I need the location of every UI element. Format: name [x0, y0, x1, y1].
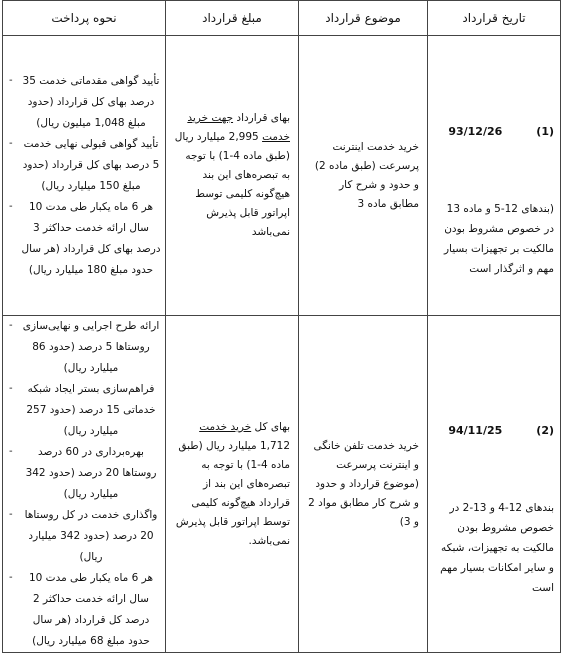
- payment-list: [7, 316, 161, 652]
- header-subject: موضوع قرارداد: [299, 1, 428, 36]
- contract-date: 94/11/25: [448, 423, 503, 437]
- header-payment: نحوه پرداخت: [3, 1, 166, 36]
- subject-cell: [299, 36, 428, 316]
- table-row: [3, 316, 561, 653]
- contract-subject: خرید خدمت اینترنت پرسرعت (طبق ماده 2) و حدود و شرح کار مطابق ماده 3: [314, 140, 419, 210]
- payment-cell: [3, 36, 166, 316]
- amount-rest: 2,995 میلیارد ریال (طبق ماده 4-1) با توجه به تبصره‌های این بند هیچ‌گونه کلیمی توسط اپراتور قابل پذیرش نمی‌باشد: [174, 131, 290, 238]
- list-item: - بهره‌برداری در 60 درصد روستاها 20 درصد (حدود 342 میلیارد ریال): [9, 446, 157, 500]
- amount-prefix: بهای قرارداد: [233, 112, 290, 124]
- row-number: (1): [536, 125, 554, 138]
- list-item: - ارائه طرح اجرایی و نهایی‌سازی روستاها 5 درصد (حدود 86 میلیارد ریال): [9, 320, 160, 374]
- amount-rest: 1,712 میلیارد ریال (طبق ماده 4-1) با توجه به تبصره‌های این بند از قرارداد هیچ‌گونه کلیمی توسط اپراتور قابل پذیرش نمی‌باشد.: [175, 439, 290, 547]
- amount-underlined: خرید خدمت: [199, 420, 252, 433]
- date-cell: [428, 36, 561, 316]
- list-item: - هر 6 ماه یکبار طی مدت 10 سال ارائه خدمت حداکثر 3 درصد بهای کل قرارداد (هر سال حدود مبلغ 180 میلیارد ریال): [9, 200, 161, 276]
- row-number: (2): [536, 423, 554, 437]
- date-note: بندهای 12-4 و 13-2 در خصوص مشروط بودن مالکیت به تجهیزات، شبکه و سایر امکانات بسیار مهم است: [440, 501, 554, 594]
- list-item: - هر 6 ماه یکبار طی مدت 10 سال ارائه خدمت حداکثر 2 درصد کل قرارداد (هر سال حدود مبلغ 68 میلیارد ریال): [9, 572, 154, 647]
- amount-cell: [166, 316, 299, 653]
- contract-date: 93/12/26: [448, 125, 503, 138]
- list-item: - تأیید گواهی قبولی نهایی خدمت 5 درصد بهای کل قرارداد (حدود مبلغ 150 میلیارد ریال): [9, 137, 160, 192]
- payment-list: [7, 71, 161, 281]
- header-date: تاریخ قرارداد: [428, 1, 561, 36]
- table-header-row: [3, 1, 561, 36]
- list-item: - تأیید گواهی مقدماتی خدمت 35 درصد بهای کل قرارداد (حدود مبلغ 1,048 میلیون ریال): [9, 74, 160, 129]
- amount-prefix: بهای کل: [251, 420, 290, 433]
- header-amount: مبلغ قرارداد: [166, 1, 299, 36]
- table-row: [3, 36, 561, 316]
- date-cell: [428, 316, 561, 653]
- subject-cell: [299, 316, 428, 653]
- date-note: (بندهای 12-5 و ماده 13 در خصوص مشروط بودن مالکیت بر تجهیزات بسیار مهم و اثرگذار است: [443, 203, 554, 275]
- list-item: - فراهم‌سازی بستر ایجاد شبکه خدماتی 15 درصد (حدود 257 میلیارد ریال): [9, 383, 156, 437]
- payment-cell: [3, 316, 166, 653]
- amount-underlined: جهت خرید خدمت: [187, 112, 290, 143]
- contract-subject: خرید خدمت تلفن خانگی و اینترنت پرسرعت (موضوع قرارداد و حدود و شرح کار مطابق مواد 2 و 3): [308, 439, 419, 528]
- contracts-table: [2, 0, 561, 653]
- list-item: - واگذاری خدمت در کل روستاها 20 درصد (حدود 342 میلیارد ریال): [9, 509, 158, 563]
- amount-cell: [166, 36, 299, 316]
